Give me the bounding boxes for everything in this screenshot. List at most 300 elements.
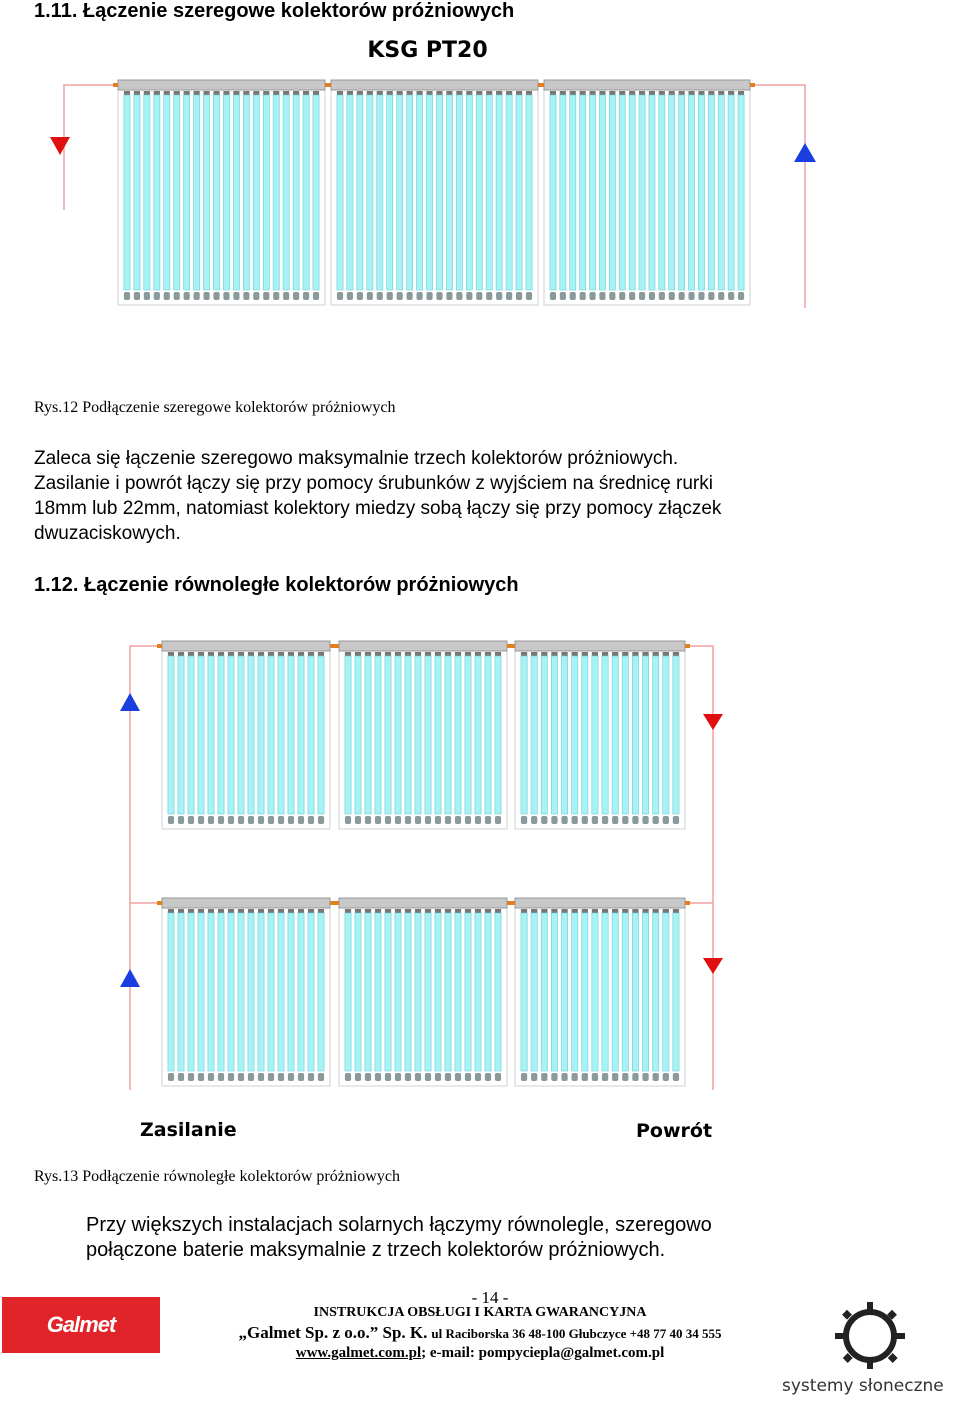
tube-cap xyxy=(188,909,194,913)
vacuum-tube xyxy=(168,913,174,1071)
tube-cap xyxy=(397,91,403,95)
vacuum-tube xyxy=(223,95,229,290)
tube-holder xyxy=(385,1073,391,1081)
tube-holder xyxy=(485,1073,491,1081)
tube-holder xyxy=(387,292,393,300)
vacuum-tube xyxy=(365,656,371,814)
tube-holder xyxy=(238,816,244,824)
tube-cap xyxy=(208,909,214,913)
tube-holder xyxy=(124,292,130,300)
vacuum-tube xyxy=(622,656,628,814)
tube-cap xyxy=(688,91,694,95)
tube-cap xyxy=(445,652,451,656)
tube-holder xyxy=(580,292,586,300)
tube-cap xyxy=(446,91,452,95)
tube-holder xyxy=(365,1073,371,1081)
vacuum-tube xyxy=(476,95,482,290)
vacuum-tube xyxy=(268,656,274,814)
tube-cap xyxy=(228,909,234,913)
tube-holder xyxy=(218,1073,224,1081)
tube-cap xyxy=(263,91,269,95)
tube-holder xyxy=(178,816,184,824)
tube-holder xyxy=(673,1073,679,1081)
vacuum-tube xyxy=(465,913,471,1071)
tube-holder xyxy=(698,292,704,300)
tube-holder xyxy=(582,816,588,824)
vacuum-tube xyxy=(612,656,618,814)
tube-holder xyxy=(738,292,744,300)
tube-cap xyxy=(188,652,194,656)
tube-holder xyxy=(188,1073,194,1081)
sun-ring-icon xyxy=(832,1300,908,1370)
parallel-connection-diagram xyxy=(110,635,730,1095)
tube-cap xyxy=(642,652,648,656)
tube-cap xyxy=(698,91,704,95)
tube-cap xyxy=(208,652,214,656)
vacuum-tube xyxy=(258,913,264,1071)
vacuum-tube xyxy=(168,656,174,814)
vacuum-tube xyxy=(134,95,140,290)
tube-holder xyxy=(572,1073,578,1081)
paragraph-line: Zaleca się łączenie szeregowo maksymalnie trzech kolektorów próżniowych. xyxy=(34,448,679,469)
vacuum-tube xyxy=(599,95,605,290)
tube-cap xyxy=(243,91,249,95)
tube-cap xyxy=(154,91,160,95)
flow-down-arrow-icon xyxy=(703,958,723,974)
tube-holder xyxy=(405,816,411,824)
vacuum-tube xyxy=(377,95,383,290)
tube-cap xyxy=(425,909,431,913)
vacuum-tube xyxy=(496,95,502,290)
vacuum-tube xyxy=(531,913,537,1071)
tube-holder xyxy=(582,1073,588,1081)
tube-holder xyxy=(531,1073,537,1081)
tube-holder xyxy=(288,1073,294,1081)
tube-holder xyxy=(622,816,628,824)
footer-company-line xyxy=(180,1323,780,1343)
tube-cap xyxy=(612,652,618,656)
tube-cap xyxy=(395,909,401,913)
tube-cap xyxy=(337,91,343,95)
tube-cap xyxy=(589,91,595,95)
tube-cap xyxy=(213,91,219,95)
tube-holder xyxy=(455,816,461,824)
tube-holder xyxy=(663,816,669,824)
tube-holder xyxy=(445,1073,451,1081)
tube-cap xyxy=(475,909,481,913)
tube-holder xyxy=(168,1073,174,1081)
vacuum-collector xyxy=(157,641,335,829)
vacuum-tube xyxy=(551,656,557,814)
vacuum-tube xyxy=(653,656,659,814)
tube-cap xyxy=(278,909,284,913)
vacuum-tube xyxy=(283,95,289,290)
tube-cap xyxy=(708,91,714,95)
tube-holder xyxy=(632,816,638,824)
vacuum-tube xyxy=(436,95,442,290)
tube-holder xyxy=(436,292,442,300)
tube-cap xyxy=(178,652,184,656)
tube-cap xyxy=(416,91,422,95)
tube-holder xyxy=(673,816,679,824)
tube-holder xyxy=(248,1073,254,1081)
tube-holder xyxy=(416,292,422,300)
tube-holder xyxy=(426,292,432,300)
tube-cap xyxy=(228,652,234,656)
tube-holder xyxy=(425,1073,431,1081)
tube-cap xyxy=(465,909,471,913)
supply-pipe-main xyxy=(130,646,162,1090)
tube-cap xyxy=(308,909,314,913)
tube-holder xyxy=(609,292,615,300)
vacuum-tube xyxy=(663,656,669,814)
vacuum-tube xyxy=(174,95,180,290)
vacuum-tube xyxy=(456,95,462,290)
vacuum-tube xyxy=(612,913,618,1071)
tube-holder xyxy=(164,292,170,300)
vacuum-tube xyxy=(609,95,615,290)
tube-holder xyxy=(313,292,319,300)
tube-cap xyxy=(582,652,588,656)
tube-cap xyxy=(318,909,324,913)
tube-cap xyxy=(673,652,679,656)
flow-up-arrow-icon xyxy=(120,969,140,987)
tube-holder xyxy=(288,816,294,824)
tube-holder xyxy=(446,292,452,300)
tube-holder xyxy=(223,292,229,300)
vacuum-tube xyxy=(355,913,361,1071)
tube-holder xyxy=(298,1073,304,1081)
tube-cap xyxy=(475,652,481,656)
tube-cap xyxy=(293,91,299,95)
vacuum-tube xyxy=(516,95,522,290)
tube-cap xyxy=(198,909,204,913)
vacuum-tube xyxy=(415,913,421,1071)
vacuum-tube xyxy=(465,656,471,814)
vacuum-tube xyxy=(572,656,578,814)
vacuum-tube xyxy=(602,656,608,814)
tube-cap xyxy=(308,652,314,656)
tube-cap xyxy=(134,91,140,95)
footer-title: INSTRUKCJA OBSŁUGI I KARTA GWARANCYJNA xyxy=(313,1305,647,1320)
systemy-sloneczne-logo-text: systemy słoneczne xyxy=(782,1376,944,1396)
tube-cap xyxy=(728,91,734,95)
tube-holder xyxy=(521,816,527,824)
tube-cap xyxy=(495,909,501,913)
vacuum-tube xyxy=(629,95,635,290)
vacuum-tube xyxy=(495,656,501,814)
tube-holder xyxy=(248,816,254,824)
tube-holder xyxy=(551,816,557,824)
tube-cap xyxy=(612,909,618,913)
vacuum-tube xyxy=(673,656,679,814)
tube-cap xyxy=(582,909,588,913)
vacuum-tube xyxy=(298,913,304,1071)
tube-holder xyxy=(495,816,501,824)
tube-cap xyxy=(288,909,294,913)
vacuum-tube xyxy=(318,656,324,814)
tube-holder xyxy=(688,292,694,300)
section-heading-series: 1.11. Łączenie szeregowe kolektorów próżniowych xyxy=(34,0,515,22)
tube-holder xyxy=(659,292,665,300)
vacuum-tube xyxy=(405,656,411,814)
figure-caption-13: Rys.13 Podłączenie równoległe kolektorów próżniowych xyxy=(34,1168,400,1185)
tube-cap xyxy=(659,91,665,95)
vacuum-tube xyxy=(639,95,645,290)
paragraph-line: Zasilanie i powrót łączy się przy pomocy śrubunków z wyjściem na średnicę rurki xyxy=(34,473,713,494)
tube-cap xyxy=(570,91,576,95)
vacuum-tube xyxy=(435,913,441,1071)
tube-holder xyxy=(663,1073,669,1081)
vacuum-tube xyxy=(541,913,547,1071)
tube-holder xyxy=(506,292,512,300)
parallel-paragraph xyxy=(86,1213,712,1263)
vacuum-tube xyxy=(632,913,638,1071)
tube-holder xyxy=(198,1073,204,1081)
tube-holder xyxy=(589,292,595,300)
tube-cap xyxy=(642,909,648,913)
tube-holder xyxy=(465,816,471,824)
tube-holder xyxy=(612,1073,618,1081)
vacuum-tube xyxy=(466,95,472,290)
vacuum-tube xyxy=(385,656,391,814)
tube-cap xyxy=(531,652,537,656)
tube-cap xyxy=(248,909,254,913)
tube-holder xyxy=(653,816,659,824)
tube-holder xyxy=(486,292,492,300)
tube-cap xyxy=(355,652,361,656)
tube-holder xyxy=(233,292,239,300)
vacuum-tube xyxy=(184,95,190,290)
vacuum-tube xyxy=(561,656,567,814)
tube-cap xyxy=(622,909,628,913)
page-number: - 14 - xyxy=(471,1288,509,1307)
tube-cap xyxy=(184,91,190,95)
tube-holder xyxy=(629,292,635,300)
tube-cap xyxy=(425,652,431,656)
vacuum-collector xyxy=(510,641,690,829)
tube-holder xyxy=(531,816,537,824)
vacuum-tube xyxy=(649,95,655,290)
vacuum-tube xyxy=(208,656,214,814)
vacuum-tube xyxy=(455,656,461,814)
tube-holder xyxy=(541,816,547,824)
vacuum-tube xyxy=(526,95,532,290)
footer-website-link[interactable]: www.galmet.com.pl xyxy=(295,1345,422,1361)
paragraph-line: 18mm lub 22mm, natomiast kolektory miedzy sobą łączy się przy pomocy złączek xyxy=(34,498,722,519)
tube-holder xyxy=(385,816,391,824)
tube-holder xyxy=(435,816,441,824)
tube-holder xyxy=(526,292,532,300)
tube-cap xyxy=(653,652,659,656)
vacuum-tube xyxy=(445,913,451,1071)
vacuum-tube xyxy=(495,913,501,1071)
paragraph-line: dwuzaciskowych. xyxy=(34,523,181,544)
tube-holder xyxy=(218,816,224,824)
tube-cap xyxy=(445,909,451,913)
vacuum-tube xyxy=(365,913,371,1071)
tube-holder xyxy=(602,1073,608,1081)
vacuum-tube xyxy=(345,913,351,1071)
vacuum-collector xyxy=(157,898,335,1086)
tube-holder xyxy=(475,816,481,824)
figure-caption-12: Rys.12 Podłączenie szeregowe kolektorów próżniowych xyxy=(34,399,396,416)
tube-cap xyxy=(278,652,284,656)
tube-holder xyxy=(355,816,361,824)
series-connection-diagram xyxy=(30,70,830,315)
tube-cap xyxy=(288,652,294,656)
tube-holder xyxy=(632,1073,638,1081)
tube-cap xyxy=(268,909,274,913)
tube-holder xyxy=(456,292,462,300)
paragraph-line: połączone baterie maksymalnie z trzech kolektorów próżniowych. xyxy=(86,1239,666,1261)
tube-holder xyxy=(561,1073,567,1081)
tube-cap xyxy=(395,652,401,656)
vacuum-tube xyxy=(589,95,595,290)
tube-cap xyxy=(436,91,442,95)
tube-cap xyxy=(521,909,527,913)
tube-holder xyxy=(639,292,645,300)
tube-cap xyxy=(377,91,383,95)
tube-cap xyxy=(303,91,309,95)
tube-cap xyxy=(178,909,184,913)
tube-cap xyxy=(465,652,471,656)
vacuum-tube xyxy=(385,913,391,1071)
vacuum-tube xyxy=(541,656,547,814)
vacuum-tube xyxy=(551,913,557,1071)
tube-holder xyxy=(258,816,264,824)
tube-holder xyxy=(407,292,413,300)
tube-cap xyxy=(495,652,501,656)
tube-cap xyxy=(415,909,421,913)
vacuum-collector xyxy=(326,80,543,305)
tube-cap xyxy=(551,652,557,656)
tube-cap xyxy=(531,909,537,913)
tube-cap xyxy=(124,91,130,95)
tube-holder xyxy=(278,1073,284,1081)
vacuum-tube xyxy=(233,95,239,290)
tube-cap xyxy=(561,652,567,656)
footer-contact-line xyxy=(180,1345,780,1362)
vacuum-tube xyxy=(602,913,608,1071)
tube-holder xyxy=(561,816,567,824)
footer-email: ; e-mail: pompyciepla@galmet.com.pl xyxy=(421,1345,665,1361)
tube-holder xyxy=(415,1073,421,1081)
tube-holder xyxy=(318,816,324,824)
vacuum-tube xyxy=(178,913,184,1071)
tube-holder xyxy=(642,1073,648,1081)
tube-holder xyxy=(208,1073,214,1081)
vacuum-tube xyxy=(485,656,491,814)
tube-holder xyxy=(592,816,598,824)
tube-cap xyxy=(669,91,675,95)
vacuum-tube xyxy=(435,656,441,814)
vacuum-tube xyxy=(243,95,249,290)
diagram-title: KSG PT20 xyxy=(367,38,488,63)
vacuum-tube xyxy=(632,656,638,814)
tube-holder xyxy=(283,292,289,300)
vacuum-tube xyxy=(164,95,170,290)
tube-cap xyxy=(572,909,578,913)
tube-cap xyxy=(367,91,373,95)
flow-up-arrow-icon xyxy=(120,693,140,711)
vacuum-tube xyxy=(642,913,648,1071)
tube-holder xyxy=(243,292,249,300)
tube-holder xyxy=(213,292,219,300)
vacuum-tube xyxy=(592,913,598,1071)
vacuum-tube xyxy=(561,913,567,1071)
tube-cap xyxy=(347,91,353,95)
vacuum-tube xyxy=(592,656,598,814)
tube-holder xyxy=(208,816,214,824)
vacuum-tube xyxy=(653,913,659,1071)
vacuum-tube xyxy=(228,913,234,1071)
tube-cap xyxy=(298,652,304,656)
tube-holder xyxy=(345,816,351,824)
vacuum-tube xyxy=(659,95,665,290)
tube-holder xyxy=(345,1073,351,1081)
return-pipe-main xyxy=(685,646,713,1090)
vacuum-tube xyxy=(194,95,200,290)
vacuum-tube xyxy=(425,656,431,814)
label-return: Powrót xyxy=(636,1120,713,1142)
tube-cap xyxy=(218,652,224,656)
tube-holder xyxy=(619,292,625,300)
vacuum-tube xyxy=(455,913,461,1071)
tube-cap xyxy=(385,652,391,656)
vacuum-tube xyxy=(313,95,319,290)
vacuum-tube xyxy=(253,95,259,290)
tube-holder xyxy=(395,816,401,824)
tube-holder xyxy=(395,1073,401,1081)
tube-holder xyxy=(435,1073,441,1081)
tube-cap xyxy=(619,91,625,95)
tube-holder xyxy=(642,816,648,824)
vacuum-tube xyxy=(228,656,234,814)
vacuum-tube xyxy=(395,656,401,814)
vacuum-tube xyxy=(303,95,309,290)
tube-cap xyxy=(253,91,259,95)
tube-cap xyxy=(632,652,638,656)
vacuum-tube xyxy=(273,95,279,290)
tube-cap xyxy=(516,91,522,95)
vacuum-tube xyxy=(405,913,411,1071)
tube-cap xyxy=(486,91,492,95)
tube-holder xyxy=(602,816,608,824)
vacuum-tube xyxy=(718,95,724,290)
vacuum-tube xyxy=(355,656,361,814)
tube-holder xyxy=(268,816,274,824)
tube-holder xyxy=(405,1073,411,1081)
vacuum-tube xyxy=(531,656,537,814)
tube-cap xyxy=(550,91,556,95)
vacuum-tube xyxy=(308,913,314,1071)
tube-holder xyxy=(649,292,655,300)
tube-cap xyxy=(456,91,462,95)
tube-holder xyxy=(669,292,675,300)
vacuum-tube xyxy=(198,913,204,1071)
tube-cap xyxy=(496,91,502,95)
vacuum-tube xyxy=(580,95,586,290)
tube-cap xyxy=(375,652,381,656)
tube-cap xyxy=(435,909,441,913)
vacuum-tube xyxy=(738,95,744,290)
vacuum-tube xyxy=(521,913,527,1071)
vacuum-tube xyxy=(347,95,353,290)
tube-holder xyxy=(375,816,381,824)
tube-holder xyxy=(203,292,209,300)
series-paragraph xyxy=(34,446,721,546)
